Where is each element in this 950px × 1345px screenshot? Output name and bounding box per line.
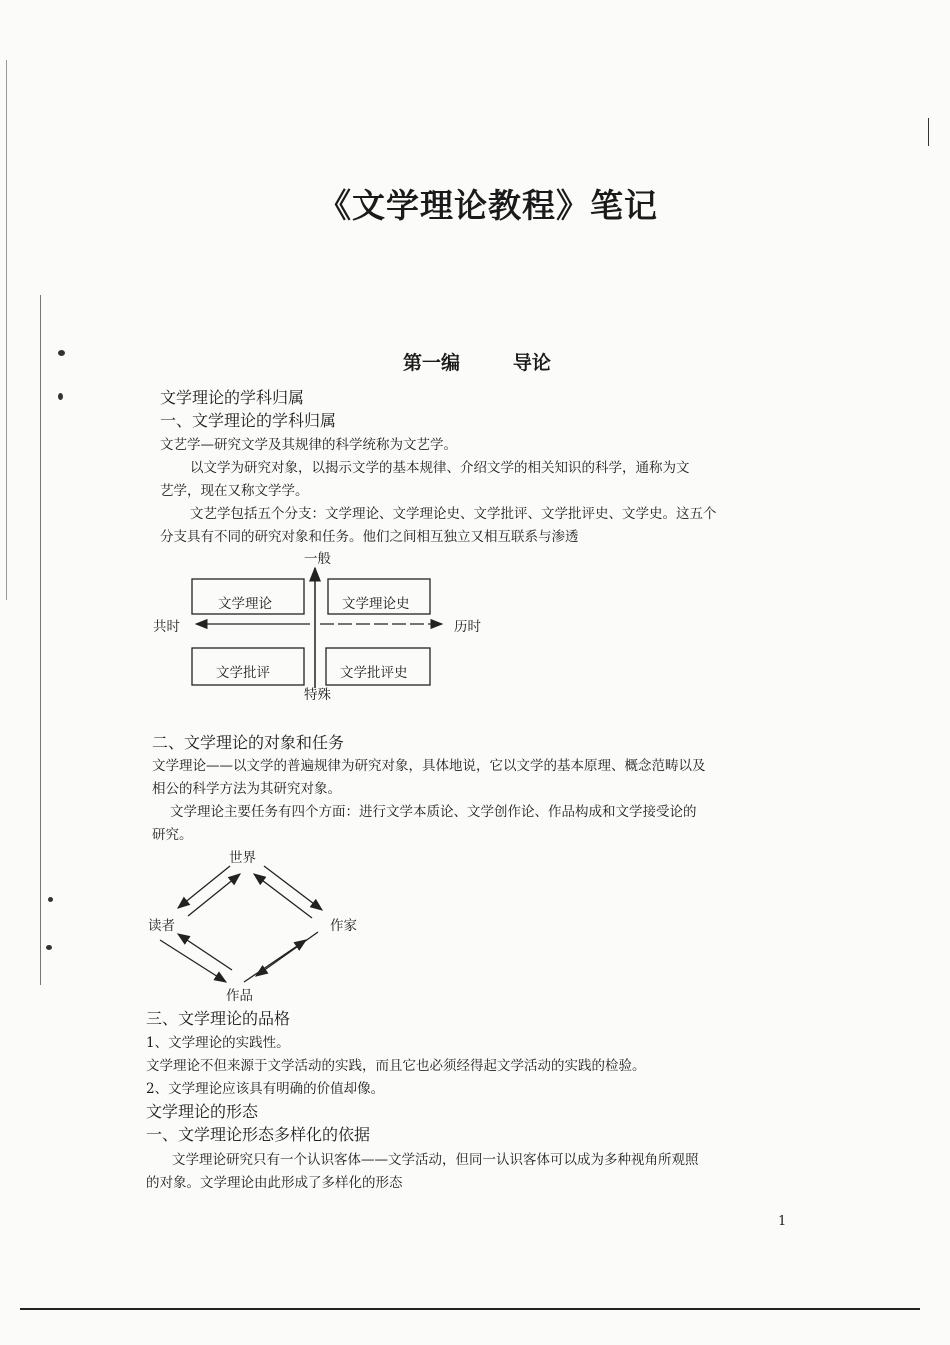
paragraph-line: 文学理论研究只有一个认识客体——文学活动，但同一认识客体可以成为多种视角所观照	[172, 1152, 699, 1168]
part-title: 第一编 导论	[403, 352, 551, 374]
paragraph-line: 文学理论主要任务有四个方面：进行文学本质论、文学创作论、作品构成和文学接受论的	[170, 804, 697, 820]
paragraph-line: 的对象。文学理论由此形成了多样化的形态	[146, 1175, 403, 1191]
list-item: 2、文学理论应该具有明确的价值却像。	[146, 1081, 385, 1097]
arrow-work-writer	[244, 940, 306, 982]
node-work: 作品	[226, 988, 253, 1004]
section-heading: 三、文学理论的品格	[146, 1009, 291, 1028]
list-item: 1、文学理论的实践性。	[146, 1035, 290, 1051]
paragraph-line: 文学理论——以文学的普遍规律为研究对象，具体地说，它以文学的基本原理、概念范畴以及	[152, 758, 706, 774]
section-heading: 二、文学理论的对象和任务	[152, 733, 345, 752]
box-label: 文学理论史	[342, 596, 410, 612]
paragraph-line: 分支具有不同的研究对象和任务。他们之间相互独立又相互联系与渗透	[160, 529, 579, 545]
box-label: 文学批评	[216, 665, 270, 681]
node-reader: 读者	[148, 918, 175, 934]
four-elements-diagram	[160, 866, 322, 982]
axis-label-synchronic: 共时	[153, 619, 180, 635]
arrow-reader-work	[160, 940, 226, 982]
arrow-writer-work	[256, 932, 318, 976]
box-label: 文学批评史	[340, 665, 408, 681]
paragraph-line: 研究。	[152, 827, 193, 843]
paragraph-line: 文学理论不但来源于文学活动的实践，而且它也必须经得起文学活动的实践的检验。	[146, 1058, 646, 1074]
paragraph-line: 以文学为研究对象，以揭示文学的基本规律、介绍文学的相关知识的科学，通称为文	[190, 460, 690, 476]
axis-label-general: 一般	[304, 551, 331, 567]
document-title: 《文学理论教程》笔记	[318, 186, 658, 225]
arrow-world-reader-back	[188, 874, 240, 916]
node-writer: 作家	[330, 918, 357, 934]
section-heading: 文学理论的学科归属	[160, 388, 305, 407]
paragraph-line: 相公的科学方法为其研究对象。	[152, 781, 341, 797]
page-number: 1	[778, 1214, 787, 1229]
arrow-world-reader	[178, 866, 230, 908]
arrow-work-reader	[178, 934, 232, 970]
section-subheading: 一、文学理论形态多样化的依据	[146, 1125, 371, 1144]
node-world: 世界	[229, 850, 256, 866]
paragraph-line: 艺学，现在又称文学学。	[160, 483, 309, 499]
section-subheading: 一、文学理论的学科归属	[160, 411, 337, 430]
section-heading: 文学理论的形态	[146, 1102, 259, 1121]
axis-label-diachronic: 历时	[454, 619, 481, 635]
axis-label-specific: 特殊	[304, 687, 331, 703]
box-label: 文学理论	[218, 596, 272, 612]
paragraph-line: 文艺学包括五个分支：文学理论、文学理论史、文学批评、文学批评史、文学史。这五个	[190, 506, 717, 522]
paragraph-line: 文艺学—研究文学及其规律的科学统称为文艺学。	[160, 437, 457, 453]
